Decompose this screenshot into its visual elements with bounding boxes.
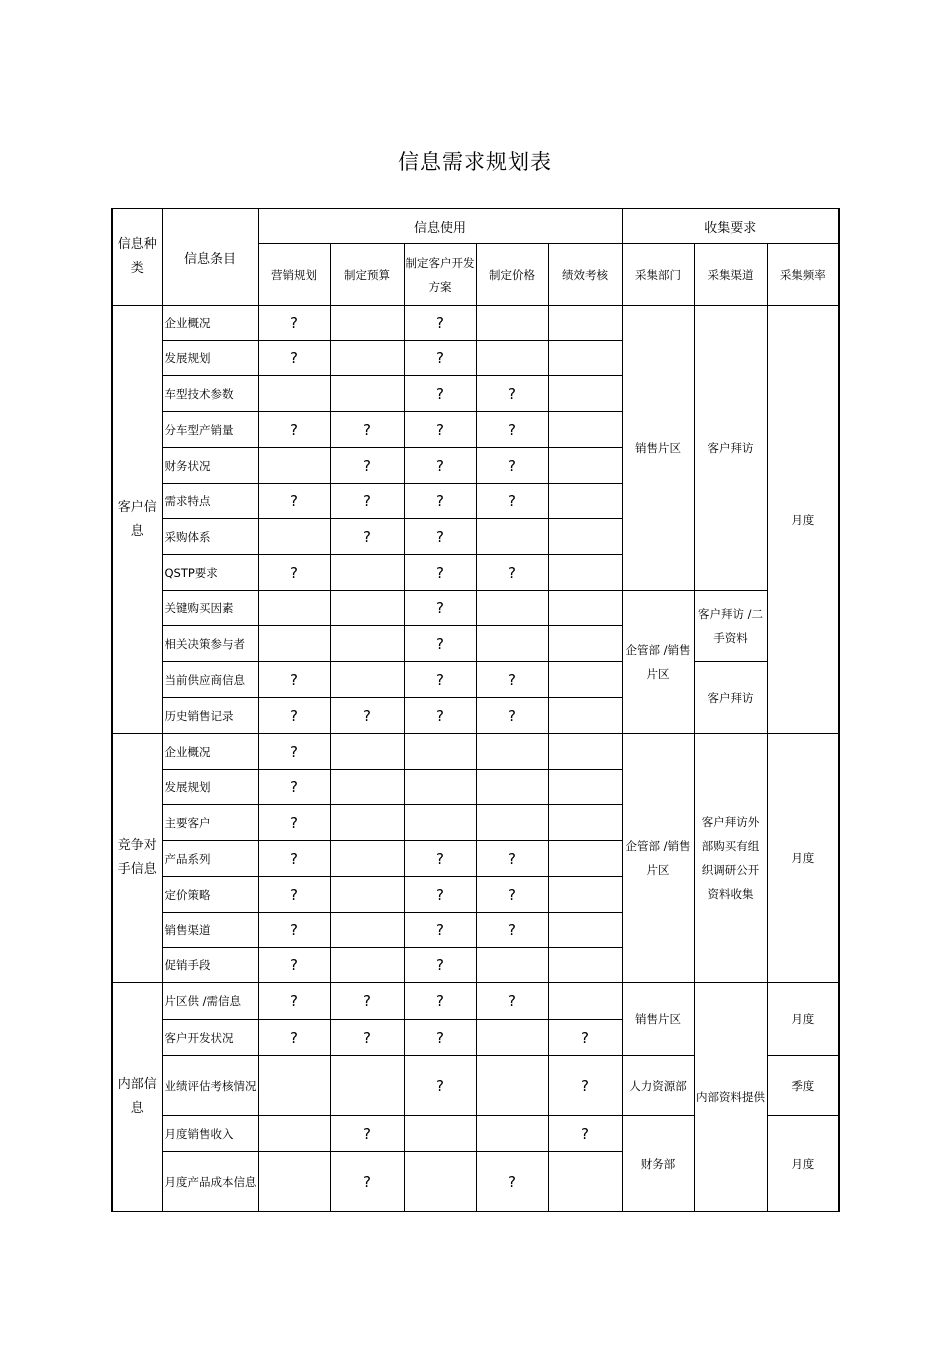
usage-cell [476,1152,548,1212]
check-mark: ? [508,420,516,439]
collect-dept: 销售片区 [622,983,694,1056]
usage-cell [330,698,404,734]
info-item: 产品系列 [162,841,258,877]
usage-cell [258,913,330,948]
collect-freq: 月度 [767,306,839,734]
collect-channel: 内部资料提供 [694,983,767,1212]
usage-cell [258,555,330,591]
usage-cell [258,1152,330,1212]
check-mark: ? [436,1028,444,1047]
usage-cell [476,770,548,805]
check-mark: ? [436,885,444,904]
collect-freq: 月度 [767,983,839,1056]
info-item: 当前供应商信息 [162,662,258,698]
check-mark: ? [436,563,444,582]
usage-cell [330,448,404,484]
info-item: 业绩评估考核情况 [162,1056,258,1116]
collect-freq: 月度 [767,1116,839,1212]
usage-cell [476,1020,548,1056]
collect-dept: 销售片区 [622,306,694,591]
check-mark: ? [581,1124,589,1143]
check-mark: ? [363,492,371,510]
check-mark: ? [363,706,371,725]
usage-cell [258,484,330,519]
info-item: 客户开发状况 [162,1020,258,1056]
usage-cell [548,412,622,448]
usage-cell [404,948,476,983]
usage-cell [404,1152,476,1212]
header-usage-budget: 制定预算 [330,244,404,306]
usage-cell [548,306,622,341]
usage-cell [330,591,404,626]
usage-cell [404,1020,476,1056]
usage-cell [330,877,404,913]
info-item: 发展规划 [162,341,258,376]
check-mark: ? [363,456,371,475]
check-mark: ? [508,456,516,475]
usage-cell [404,591,476,626]
usage-cell [404,841,476,877]
header-collect-group: 收集要求 [622,209,839,244]
usage-cell [548,983,622,1020]
usage-cell [548,591,622,626]
usage-cell [404,983,476,1020]
usage-cell [476,484,548,519]
usage-cell [404,877,476,913]
usage-cell [258,448,330,484]
check-mark: ? [290,349,298,367]
usage-cell [330,376,404,412]
check-mark: ? [508,992,516,1010]
check-mark: ? [290,1028,298,1047]
usage-cell [548,1116,622,1152]
usage-cell [404,519,476,555]
usage-cell [548,1152,622,1212]
usage-cell [330,626,404,662]
usage-cell [404,662,476,698]
info-item: 发展规划 [162,770,258,805]
check-mark: ? [290,813,298,832]
check-mark: ? [436,634,444,653]
usage-cell [258,948,330,983]
check-mark: ? [436,599,444,617]
check-mark: ? [363,1124,371,1143]
usage-cell [404,734,476,770]
usage-cell [404,306,476,341]
check-mark: ? [363,1172,371,1191]
usage-cell [404,448,476,484]
check-mark: ? [290,492,298,510]
check-mark: ? [436,314,444,332]
check-mark: ? [290,670,298,689]
usage-cell [258,1056,330,1116]
info-item: 片区供 /需信息 [162,983,258,1020]
info-item: 分车型产销量 [162,412,258,448]
check-mark: ? [436,527,444,546]
info-item: 相关决策参与者 [162,626,258,662]
usage-cell [258,626,330,662]
check-mark: ? [508,1172,516,1191]
check-mark: ? [508,670,516,689]
usage-cell [258,376,330,412]
usage-cell [548,341,622,376]
check-mark: ? [290,849,298,868]
collect-channel: 客户拜访 [694,662,767,734]
check-mark: ? [290,778,298,796]
check-mark: ? [436,706,444,725]
usage-cell [476,805,548,841]
usage-cell [476,519,548,555]
info-item: 促销手段 [162,948,258,983]
check-mark: ? [436,384,444,403]
usage-cell [548,948,622,983]
usage-cell [258,770,330,805]
usage-cell [476,877,548,913]
info-item: 历史销售记录 [162,698,258,734]
usage-cell [330,1116,404,1152]
info-item: 采购体系 [162,519,258,555]
check-mark: ? [508,885,516,904]
check-mark: ? [508,492,516,510]
usage-cell [404,913,476,948]
usage-cell [330,1020,404,1056]
usage-cell [476,412,548,448]
collect-freq: 季度 [767,1056,839,1116]
header-collect-channel: 采集渠道 [694,244,767,306]
usage-cell [548,376,622,412]
check-mark: ? [508,384,516,403]
usage-cell [330,306,404,341]
usage-cell [330,341,404,376]
usage-cell [476,555,548,591]
check-mark: ? [363,1028,371,1047]
collect-dept: 人力资源部 [622,1056,694,1116]
usage-cell [330,734,404,770]
check-mark: ? [436,349,444,367]
usage-cell [548,877,622,913]
check-mark: ? [581,1076,589,1095]
info-item: 月度产品成本信息 [162,1152,258,1212]
check-mark: ? [290,563,298,582]
check-mark: ? [363,992,371,1010]
usage-cell [548,1056,622,1116]
check-mark: ? [436,921,444,939]
check-mark: ? [436,956,444,974]
usage-cell [330,555,404,591]
check-mark: ? [508,563,516,582]
usage-cell [476,306,548,341]
usage-cell [404,626,476,662]
usage-cell [548,662,622,698]
usage-cell [548,913,622,948]
usage-cell [258,805,330,841]
check-mark: ? [363,420,371,439]
usage-cell [258,306,330,341]
check-mark: ? [290,314,298,332]
usage-cell [548,1020,622,1056]
check-mark: ? [508,921,516,939]
usage-cell [330,412,404,448]
check-mark: ? [436,456,444,475]
info-item: 企业概况 [162,306,258,341]
check-mark: ? [436,420,444,439]
check-mark: ? [436,992,444,1010]
info-item: 需求特点 [162,484,258,519]
info-item: 关键购买因素 [162,591,258,626]
usage-cell [476,948,548,983]
usage-cell [476,1116,548,1152]
usage-cell [548,805,622,841]
usage-cell [330,770,404,805]
check-mark: ? [290,885,298,904]
usage-cell [404,1056,476,1116]
usage-cell [476,841,548,877]
usage-cell [258,412,330,448]
collect-dept: 企管部 /销售片区 [622,591,694,734]
header-collect-dept: 采集部门 [622,244,694,306]
usage-cell [330,484,404,519]
header-usage-client-dev-plan: 制定客户开发方案 [404,244,476,306]
usage-cell [476,341,548,376]
usage-cell [476,1056,548,1116]
usage-cell [404,770,476,805]
usage-cell [548,698,622,734]
usage-cell [258,734,330,770]
usage-cell [330,913,404,948]
usage-cell [476,983,548,1020]
usage-cell [476,734,548,770]
usage-cell [258,983,330,1020]
usage-cell [548,448,622,484]
usage-cell [330,1056,404,1116]
collect-channel: 客户拜访 /二手资料 [694,591,767,662]
info-item: QSTP要求 [162,555,258,591]
usage-cell [404,484,476,519]
check-mark: ? [290,992,298,1010]
info-item: 主要客户 [162,805,258,841]
usage-cell [258,662,330,698]
usage-cell [404,698,476,734]
usage-cell [548,841,622,877]
header-usage-performance: 绩效考核 [548,244,622,306]
check-mark: ? [363,527,371,546]
usage-cell [258,1020,330,1056]
usage-cell [548,484,622,519]
info-requirement-table [111,208,840,1212]
usage-cell [476,448,548,484]
usage-cell [258,591,330,626]
check-mark: ? [581,1028,589,1047]
usage-cell [330,983,404,1020]
check-mark: ? [436,849,444,868]
usage-cell [404,412,476,448]
check-mark: ? [290,956,298,974]
usage-cell [258,341,330,376]
collect-dept: 财务部 [622,1116,694,1212]
usage-cell [258,519,330,555]
collect-freq: 月度 [767,734,839,983]
usage-cell [548,734,622,770]
collect-channel: 客户拜访 [694,306,767,591]
info-item: 销售渠道 [162,913,258,948]
collect-dept: 企管部 /销售片区 [622,734,694,983]
info-item: 财务状况 [162,448,258,484]
usage-cell [548,770,622,805]
header-item: 信息条目 [162,209,258,306]
info-item: 车型技术参数 [162,376,258,412]
check-mark: ? [436,492,444,510]
usage-cell [330,519,404,555]
check-mark: ? [436,1076,444,1095]
info-item: 月度销售收入 [162,1116,258,1152]
usage-cell [404,555,476,591]
usage-cell [404,1116,476,1152]
check-mark: ? [290,921,298,939]
collect-channel: 客户拜访外部购买有组织调研公开资料收集 [694,734,767,983]
usage-cell [476,626,548,662]
usage-cell [404,341,476,376]
usage-cell [476,913,548,948]
usage-cell [330,662,404,698]
category-competitor: 竞争对手信息 [112,734,162,983]
page-title: 信息需求规划表 [398,150,552,174]
usage-cell [258,841,330,877]
usage-cell [258,698,330,734]
usage-cell [404,805,476,841]
info-item: 企业概况 [162,734,258,770]
header-collect-freq: 采集频率 [767,244,839,306]
header-category: 信息种类 [112,209,162,306]
header-usage-group: 信息使用 [258,209,622,244]
usage-cell [548,555,622,591]
usage-cell [330,948,404,983]
usage-cell [330,841,404,877]
check-mark: ? [290,742,298,761]
usage-cell [476,591,548,626]
info-item: 定价策略 [162,877,258,913]
header-usage-pricing: 制定价格 [476,244,548,306]
header-usage-marketing-plan: 营销规划 [258,244,330,306]
usage-cell [476,376,548,412]
usage-cell [476,662,548,698]
check-mark: ? [508,849,516,868]
usage-cell [476,698,548,734]
category-customer: 客户信息 [112,306,162,734]
usage-cell [330,1152,404,1212]
usage-cell [258,1116,330,1152]
check-mark: ? [436,670,444,689]
usage-cell [548,519,622,555]
check-mark: ? [508,706,516,725]
check-mark: ? [290,420,298,439]
check-mark: ? [290,706,298,725]
usage-cell [258,877,330,913]
usage-cell [330,805,404,841]
category-internal: 内部信息 [112,983,162,1212]
usage-cell [548,626,622,662]
usage-cell [404,376,476,412]
